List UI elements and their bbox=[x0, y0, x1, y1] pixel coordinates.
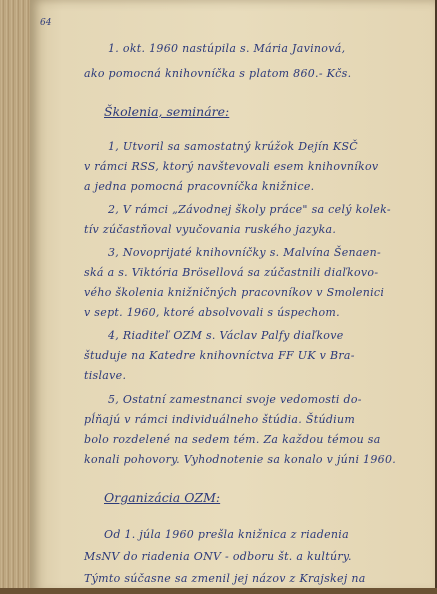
heading-organization: Organizácia OZM: bbox=[104, 490, 221, 505]
item-line-16: konali pohovory. Vyhodnotenie sa konalo v júni 1960. bbox=[84, 453, 397, 466]
page-stack-edges bbox=[0, 0, 30, 594]
book-bottom-edge bbox=[0, 588, 437, 594]
item-line-11: študuje na Katedre knihovníctva FF UK v Bra- bbox=[84, 349, 355, 362]
item-line-4: 2, V rámci „Závodnej školy práce" sa celý kolek- bbox=[108, 203, 391, 216]
item-line-2: v rámci RSS, ktorý navštevovali esem knihovníkov bbox=[84, 160, 379, 173]
closing-line-1: Od 1. júla 1960 prešla knižnica z riadenia bbox=[104, 528, 349, 541]
item-line-5: tív zúčastňoval vyučovania ruského jazyka. bbox=[84, 223, 337, 236]
closing-line-2: MsNV do riadenia ONV - odboru št. a kultúry. bbox=[84, 550, 352, 563]
item-line-9: v sept. 1960, ktoré absolvovali s úspechom. bbox=[84, 306, 340, 319]
item-line-1: 1, Utvoril sa samostatný krúžok Dejín KSČ bbox=[108, 140, 359, 153]
intro-line-2: ako pomocná knihovníčka s platom 860.- Kčs. bbox=[84, 67, 352, 80]
heading-trainings: Školenia, semináre: bbox=[104, 104, 230, 119]
item-line-6: 3, Novoprijaté knihovníčky s. Malvína Šenaen- bbox=[108, 246, 381, 259]
item-line-3: a jedna pomocná pracovníčka knižnice. bbox=[84, 180, 315, 193]
item-line-15: bolo rozdelené na sedem tém. Za každou témou sa bbox=[84, 433, 381, 446]
item-line-14: pĺňajú v rámci individuálneho štúdia. Štúdium bbox=[84, 413, 356, 426]
item-line-8: vého školenia knižničných pracovníkov v Smolenici bbox=[84, 286, 385, 299]
intro-line-1: 1. okt. 1960 nastúpila s. Mária Javinová, bbox=[108, 42, 346, 55]
item-line-13: 5, Ostatní zamestnanci svoje vedomosti do- bbox=[108, 393, 362, 406]
closing-line-3: Týmto súčasne sa zmenil jej názov z Krajskej na bbox=[84, 572, 366, 585]
item-line-12: tislave. bbox=[84, 369, 127, 382]
item-line-10: 4, Riaditeľ OZM s. Václav Palfy diaľkove bbox=[108, 329, 344, 342]
page-number: 64 bbox=[40, 18, 52, 28]
item-line-7: ská a s. Viktória Brösellová sa zúčastnili diaľkovo- bbox=[84, 266, 379, 279]
